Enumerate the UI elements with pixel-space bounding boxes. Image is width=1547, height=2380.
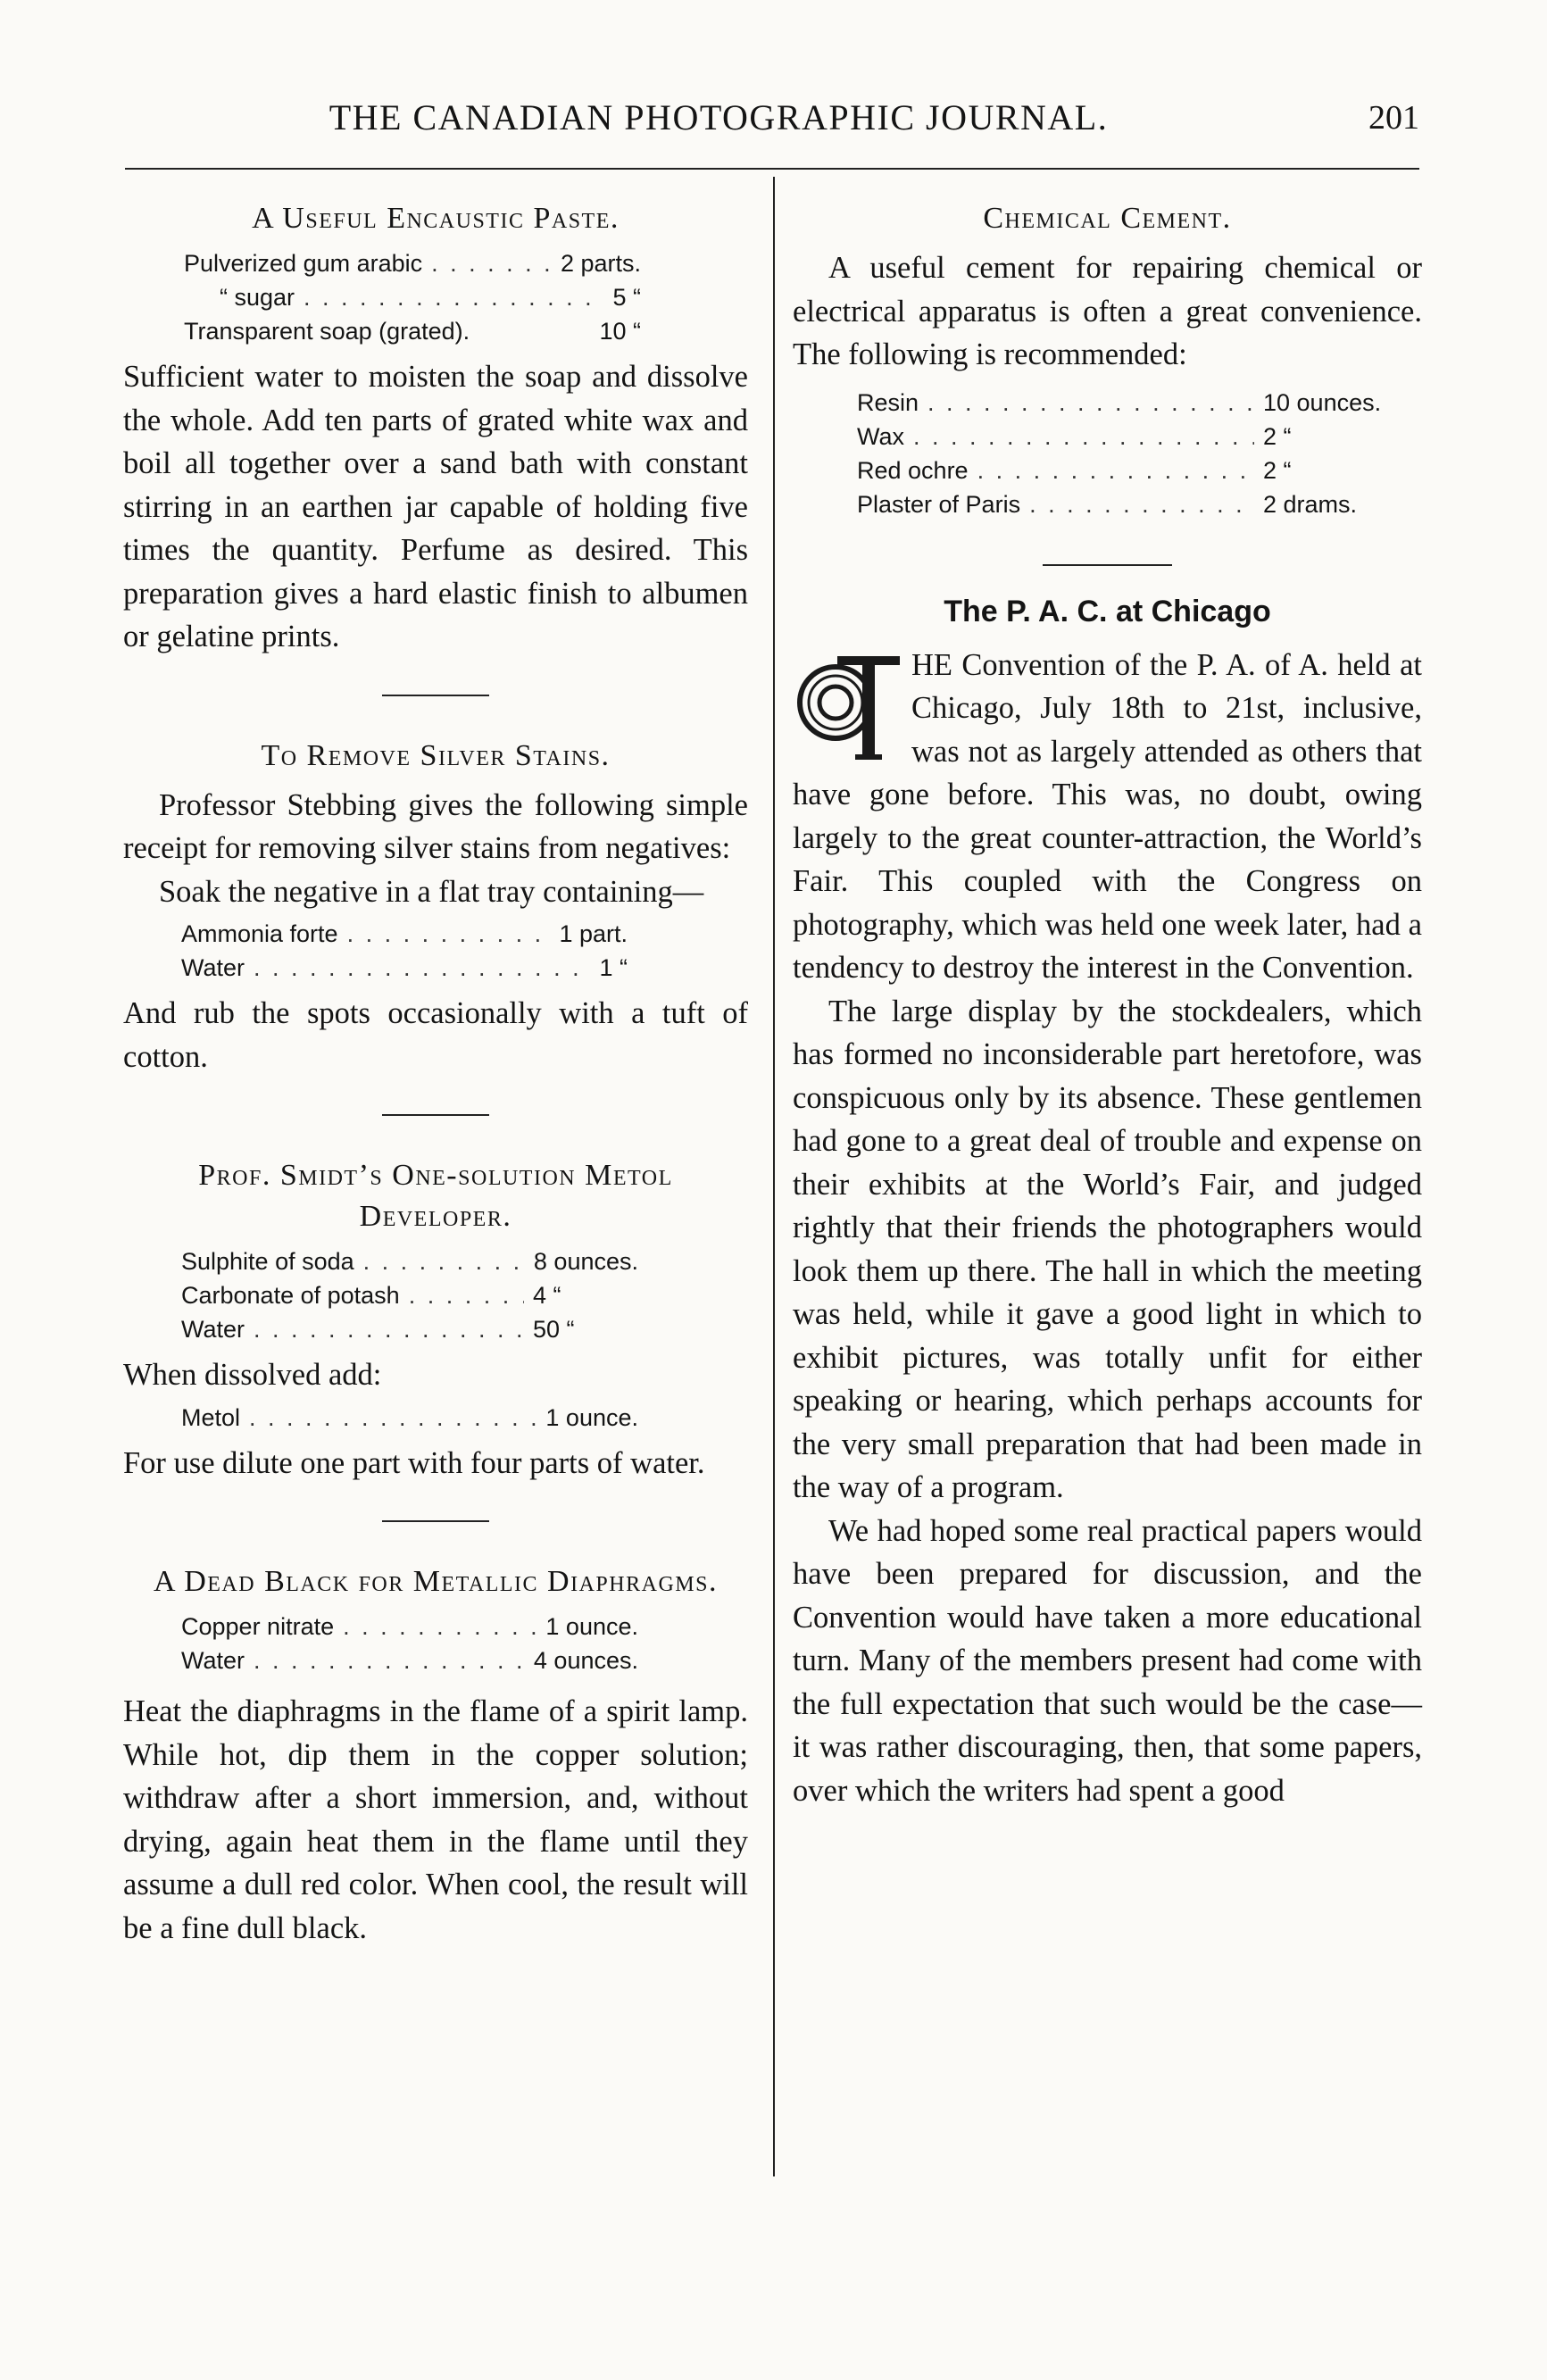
section-title: A Dead Black for Metallic Diaphragms. xyxy=(154,1565,718,1598)
recipe-list xyxy=(123,917,628,985)
recipe-list xyxy=(123,1610,638,1677)
recipe-row: Red ochre . . . 2 “ xyxy=(857,454,1410,487)
chemical-cement-section xyxy=(793,198,1422,521)
paragraph: We had hoped some real practical papers would have been prepared for discussion, and the Convention would have taken a more educational turn. Many of the members present had come with the full expectation that such would be the case—it was rather discouraging, then, that some papers, over which the writers had spent a good xyxy=(793,1513,1422,1808)
recipe-row: Water . . . 4 ounces. xyxy=(181,1644,638,1677)
left-column xyxy=(123,198,748,1950)
recipe-row: Carbonate of potash . . . 4 “ xyxy=(181,1278,638,1312)
recipe-list xyxy=(123,1401,638,1435)
recipe-row: Plaster of Paris . . . 2 drams. xyxy=(857,487,1410,521)
section-title: Chemical Cement. xyxy=(983,202,1232,235)
paragraph-text: HE Convention of the P. A. of A. held at Chicago, July 18th to 21st, inclusive, was not as largely attended as others that have gone before. This was, no doubt, owing largely to the great counter-attraction, the World’s Fair. This coupled with the Congress on photography, which was held one week later, had a tendency to destroy the interest in the Convention. xyxy=(793,647,1422,985)
section-divider xyxy=(382,1520,489,1522)
section-divider xyxy=(382,695,489,696)
silver-stains-section xyxy=(123,736,748,1079)
running-title: THE CANADIAN PHOTOGRAPHIC JOURNAL. xyxy=(329,97,1109,137)
pac-chicago-section xyxy=(793,595,1422,1813)
metol-developer-section xyxy=(123,1155,748,1485)
paragraph: Professor Stebbing gives the following simple receipt for removing silver stains from negatives: xyxy=(123,787,748,865)
recipe-row: Water . . . 1 “ xyxy=(181,951,628,985)
recipe-row: Sulphite of soda . . . 8 ounces. xyxy=(181,1244,638,1278)
recipe-row: Pulverized gum arabic . . . 2 parts. xyxy=(184,246,641,280)
section-divider xyxy=(1043,564,1172,566)
paragraph: The large display by the stockdealers, which has formed no inconsiderable part heretofore, was conspicuous only by its absence. These gentlemen had gone to a great deal of trouble and expense on their exhibits at the World’s Fair, and judged rightly that their friends the photographers would look them up there. The hall in which the meeting was held, while it gave a good light in which to exhibit pictures, was totally unfit for either speaking or hearing, which perhaps accounts for the very small preparation that had been made in the way of a program. xyxy=(793,994,1422,1504)
paragraph: Soak the negative in a flat tray containing— xyxy=(159,874,704,909)
column-divider xyxy=(773,177,775,2176)
recipe-row: Ammonia forte . . . 1 part. xyxy=(181,917,628,951)
paragraph: Sufficient water to moisten the soap and dissolve the whole. Add ten parts of grated white wax and boil all together over a sand bath with constant stirring in an earthen jar capable of holding five times the quantity. Perfume as desired. This preparation gives a hard elastic finish to albumen or gelatine prints. xyxy=(123,360,748,653)
page-number: 201 xyxy=(1368,99,1419,137)
article-body xyxy=(793,644,1422,990)
encaustic-paste-section xyxy=(123,198,748,659)
dead-black-section xyxy=(123,1561,748,1950)
section-title: A Useful Encaustic Paste. xyxy=(252,202,620,235)
recipe-row: Transparent soap (grated). 10 “ xyxy=(184,318,641,345)
section-divider xyxy=(382,1114,489,1116)
article-title: The P. A. C. at Chicago xyxy=(944,594,1271,628)
paragraph: A useful cement for repairing chemical or electrical apparatus is often a great convenience. The following is recommended: xyxy=(793,251,1422,371)
section-title: To Remove Silver Stains. xyxy=(261,738,611,772)
paragraph: For use dilute one part with four parts of water. xyxy=(123,1445,705,1480)
recipe-row: Copper nitrate . . . 1 ounce. xyxy=(181,1610,638,1644)
recipe-row: Water . . . 50 “ xyxy=(181,1312,638,1346)
paragraph: And rub the spots occasionally with a tuft of cotton. xyxy=(123,996,748,1074)
recipe-list xyxy=(793,386,1410,521)
right-column xyxy=(793,198,1422,1812)
dropcap-t-ornament xyxy=(793,649,904,765)
recipe-row: “ sugar . . . 5 “ xyxy=(184,280,641,314)
recipe-list xyxy=(123,1244,638,1346)
page-header xyxy=(125,96,1419,150)
header-rule xyxy=(125,168,1419,170)
recipe-row: Wax . . . 2 “ xyxy=(857,420,1410,454)
recipe-row: Resin . . . 10 ounces. xyxy=(857,386,1410,420)
recipe-list xyxy=(123,246,641,348)
paragraph: Heat the diaphragms in the flame of a spirit lamp. While hot, dip them in the copper solution; withdraw after a short immersion, and, without drying, again heat them in the flame until they assume a dull red color. When cool, the result will be a fine dull black. xyxy=(123,1694,748,1945)
paragraph: When dissolved add: xyxy=(123,1358,382,1392)
recipe-row: Metol . . . 1 ounce. xyxy=(181,1401,638,1435)
section-title: Prof. Smidt’s One-solution Metol Developer. xyxy=(198,1159,673,1233)
